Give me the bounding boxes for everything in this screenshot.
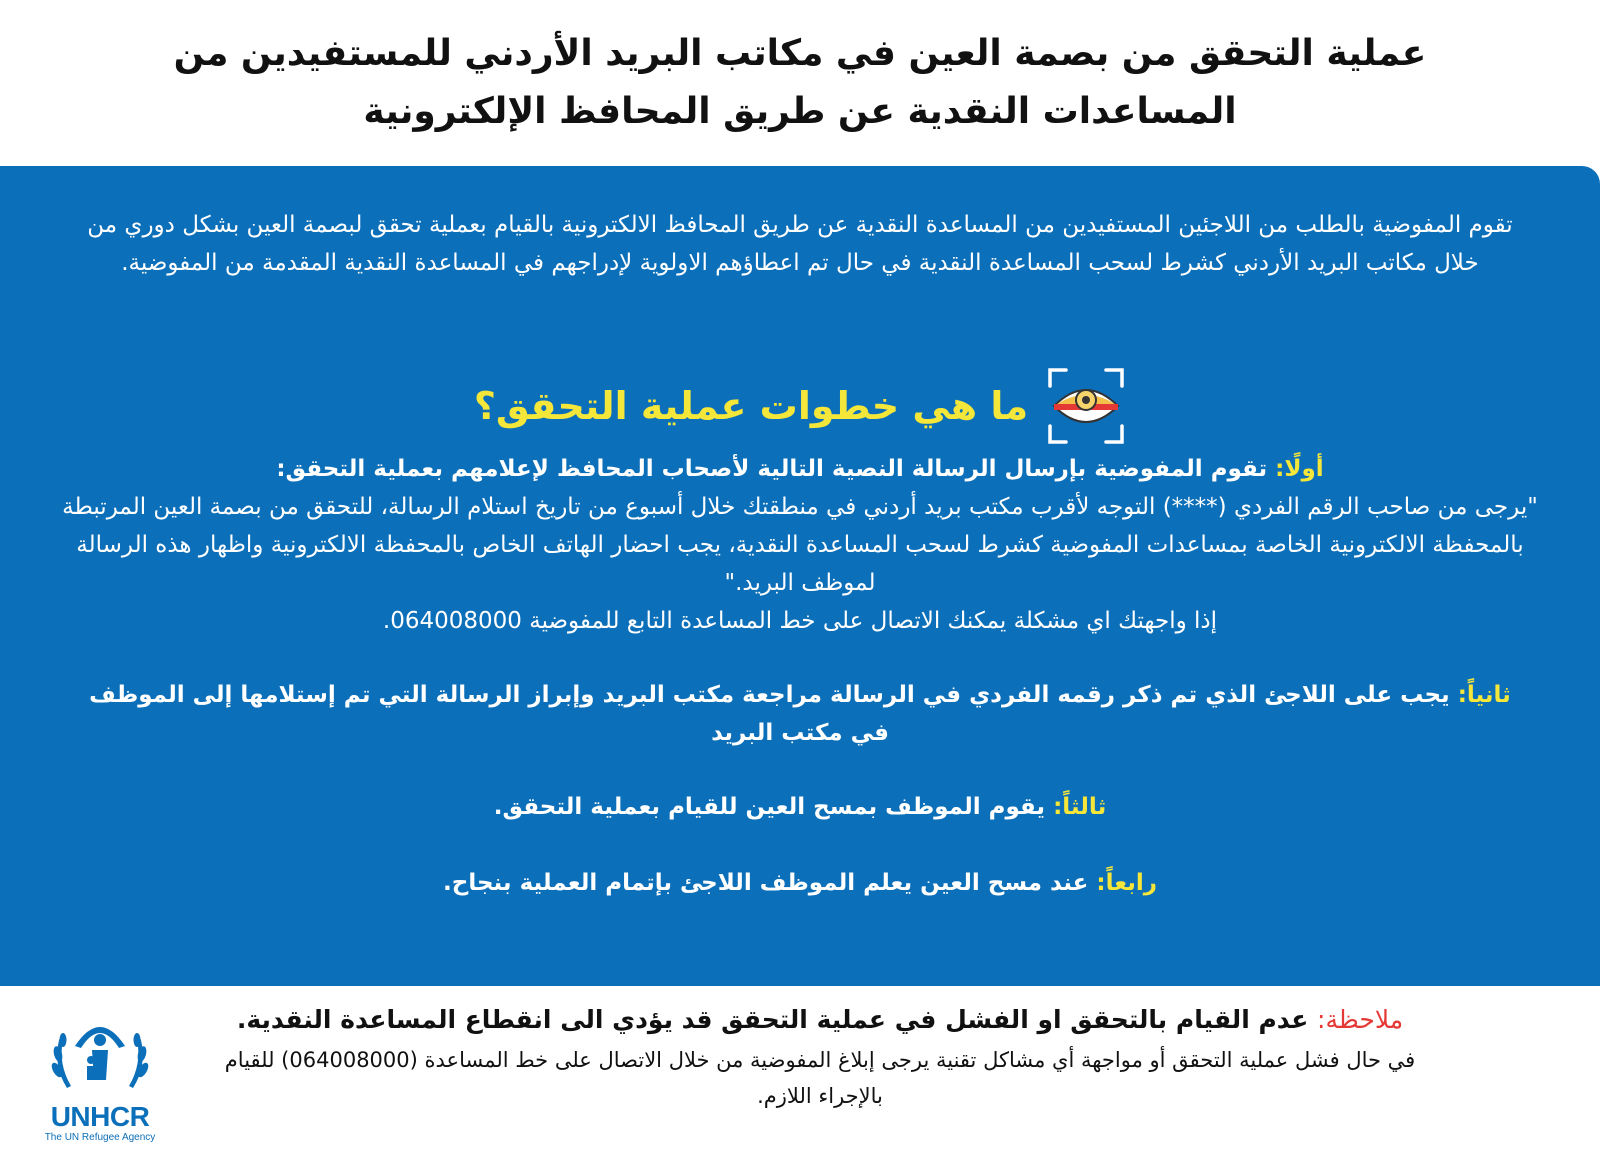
eye-scan-icon — [1046, 366, 1126, 446]
unhcr-emblem-icon — [45, 1010, 155, 1096]
step-first-label: أولًا: — [1275, 456, 1324, 482]
logo-name: UNHCR — [50, 1101, 150, 1132]
info-panel — [0, 166, 1600, 986]
step-second-label: ثانياً: — [1457, 682, 1511, 708]
step-first-message: "يرجى من صاحب الرقم الفردي (****) التوجه لأقرب مكتب بريد أردني في منطقتك خلال أسبوع من تاريخ استلام الرسالة، للتحقق من بصمة العين المرتبطة بالمحفظة الالكترونية الخاصة بمساعدات المفوضية كشرط لسحب المساعدة النقدية، يجب احضار الهاتف الخاص بالمحفظة الالكترونية واظهار هذه الرسالة لموظف البريد." — [62, 494, 1538, 596]
step-fourth — [40, 864, 1560, 902]
steps-heading: ما هي خطوات عملية التحقق؟ — [473, 384, 1029, 428]
footer — [0, 986, 1600, 1163]
step-third-text: يقوم الموظف بمسح العين للقيام بعملية التحقق. — [493, 794, 1046, 820]
step-fourth-text: عند مسح العين يعلم الموظف اللاجئ بإتمام العملية بنجاح. — [443, 870, 1089, 896]
step-first-helpline: إذا واجهتك اي مشكلة يمكنك الاتصال على خط المساعدة التابع للمفوضية 064008000. — [382, 608, 1218, 634]
contact-text: في حال فشل عملية التحقق أو مواجهة أي مشاكل تقنية يرجى إبلاغ المفوضية من خلال الاتصال على خط المساعدة (064008000) للقيام بالإجراء اللازم. — [224, 1048, 1416, 1108]
step-second — [80, 676, 1520, 752]
note-text: عدم القيام بالتحقق او الفشل في عملية التحقق قد يؤدي الى انقطاع المساعدة النقدية. — [236, 1005, 1309, 1034]
step-first-text: تقوم المفوضية بإرسال الرسالة النصية التالية لأصحاب المحافظ لإعلامهم بعملية التحقق: — [276, 456, 1268, 482]
logo-tagline: The UN Refugee Agency — [44, 1132, 156, 1143]
step-third-label: ثالثاً: — [1053, 794, 1107, 820]
footer-note — [220, 1000, 1420, 1114]
note-label: ملاحظة: — [1317, 1005, 1404, 1034]
step-fourth-label: رابعاً: — [1096, 870, 1157, 896]
header — [0, 0, 1600, 166]
intro-paragraph: تقوم المفوضية بالطلب من اللاجئين المستفيدين من المساعدة النقدية عن طريق المحافظ الالكترونية بالقيام بعملية تحقق لبصمة العين بشكل دوري من خلال مكاتب البريد الأردني كشرط لسحب المساعدة النقدية في حال تم اعطاؤهم الاولوية لإدراجهم في المساعدة النقدية المقدمة من المفوضية. — [87, 212, 1513, 276]
unhcr-logo — [40, 1010, 160, 1150]
step-first — [40, 450, 1560, 640]
steps-title — [0, 366, 1600, 446]
step-second-text: يجب على اللاجئ الذي تم ذكر رقمه الفردي في الرسالة مراجعة مكتب البريد وإبراز الرسالة التي تم إستلامها إلى الموظف في مكتب البريد — [89, 682, 1450, 746]
page-title: عملية التحقق من بصمة العين في مكاتب البريد الأردني للمستفيدين من المساعدات النقدية عن طريق المحافظ الإلكترونية — [173, 33, 1427, 132]
step-third — [40, 788, 1560, 826]
